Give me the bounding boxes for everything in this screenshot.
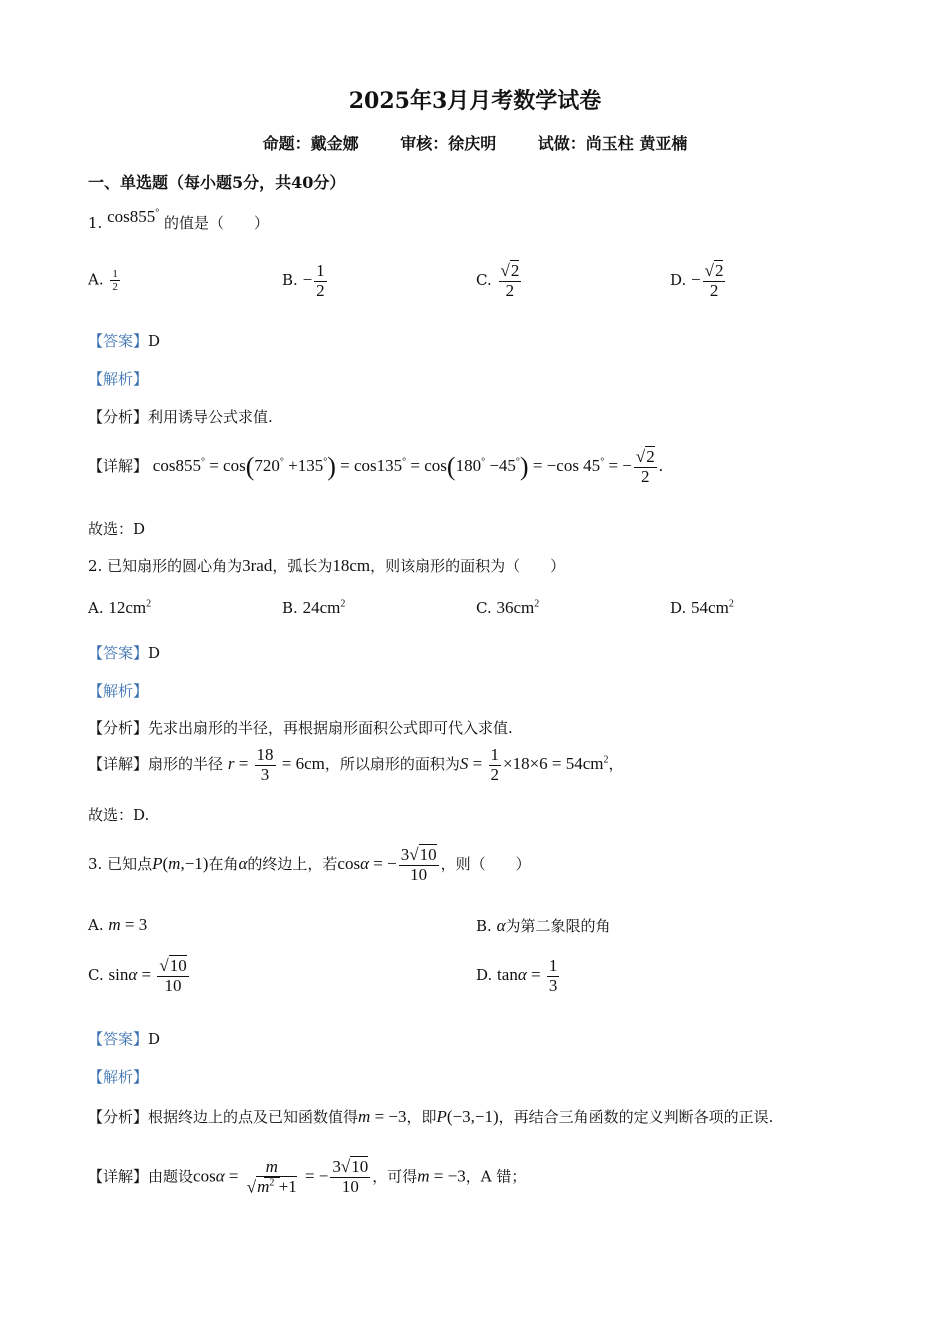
- q2-fenxi: 【分析】先求出扇形的半径，再根据扇形面积公式即可代入求值.: [88, 719, 513, 737]
- q3-answer: 【答案】D: [88, 1030, 161, 1048]
- q2-option-d: D. $54cm^2$: [670, 598, 734, 617]
- q1-analysis-label: 【解析】: [88, 370, 149, 388]
- authors-line: [0, 131, 950, 154]
- q3-option-a: A. m = 3: [88, 915, 148, 934]
- q2-detail: 【详解】扇形的半径 r = $\frac{18}{3}$ = 6cm，所以扇形的面积为S = $\frac{1}{2}$ $\times 18\times 6 = 54cm^2$，: [88, 745, 624, 784]
- q1-option-b: B. − $\frac{1}{2}$: [282, 261, 325, 300]
- q2-answer: 【答案】D: [88, 644, 161, 662]
- q2-option-a: A. $12cm^2$: [88, 598, 152, 617]
- q1-conclusion: 故选：D: [88, 520, 146, 538]
- q1-fenxi: 【分析】利用诱导公式求值.: [88, 408, 273, 426]
- q1-detail: 【详解】 cos855° = cos(720° +135°) = cos135° = cos(180° −45°) = −cos 45° = − $\frac{√2}{2}$ .: [88, 447, 663, 486]
- q2-stem: 2. 已知扇形的圆心角为3rad，弧长为18cm，则该扇形的面积为（ ）: [88, 556, 566, 575]
- q1-answer: 【答案】D: [88, 332, 161, 350]
- q3-stem: 3. 已知点P(m,−1)在角α的终边上，若cosα = − $\frac{3√10}{10}$ ，则（ ）: [88, 845, 531, 884]
- q3-option-c: C. sinα = $\frac{√10}{10}$: [88, 956, 187, 995]
- q3-detail: 【详解】由题设cosα = $\frac{m}{√m^2 +1}$ = − $\frac{3√10}{10}$ ，可得m = −3，A 错；: [88, 1157, 527, 1197]
- q1-option-a: A. $\frac{1}{2}$: [88, 268, 118, 294]
- author-reviewer: 审核：徐庆明: [400, 134, 497, 153]
- q2-conclusion: 故选：D.: [88, 806, 150, 824]
- q1-option-c: C. $\frac{√2}{2}$: [476, 261, 520, 300]
- q3-option-b: B. α为第二象限的角: [476, 916, 611, 935]
- q3-fenxi: 【分析】根据终边上的点及已知函数值得m = −3，即P(−3,−1)，再结合三角函数的定义判断各项的正误.: [88, 1107, 774, 1126]
- page-title: 2025年3月月考数学试卷: [348, 88, 602, 114]
- q1-option-d: D. − $\frac{√2}{2}$: [670, 261, 724, 300]
- q2-option-c: C. $36cm^2$: [476, 598, 540, 617]
- q1-stem: 1. cos855° 的值是（ ）: [88, 207, 270, 232]
- author-testers: 试做：尚玉柱 黄亚楠: [537, 134, 688, 153]
- q3-option-d: D. tanα = $\frac{1}{3}$: [476, 956, 558, 995]
- q2-option-b: B. $24cm^2$: [282, 598, 346, 617]
- q3-analysis-label: 【解析】: [88, 1068, 149, 1086]
- section-heading: 一、单选题（每小题5分，共40分）: [88, 173, 346, 192]
- q2-analysis-label: 【解析】: [88, 682, 149, 700]
- author-proposer: 命题：戴金娜: [262, 134, 359, 153]
